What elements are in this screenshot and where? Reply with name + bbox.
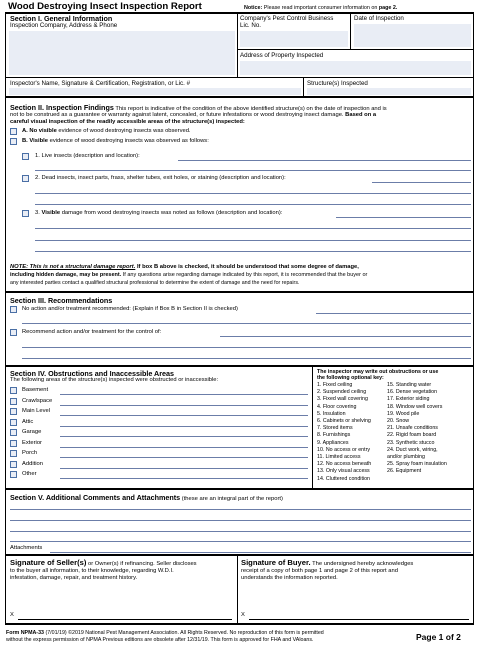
item2-line-2[interactable] xyxy=(35,193,471,194)
inspector-field[interactable] xyxy=(9,88,301,95)
key-title-1: The inspector may write out obstructions or use xyxy=(317,369,439,375)
buyer-x-mark: X xyxy=(241,612,245,618)
key-item: 25. Spray foam insulation xyxy=(387,461,447,468)
s3-opt2-label: Recommend action and/or treatment for the control of: xyxy=(22,329,162,335)
checkbox-area-main-level[interactable] xyxy=(10,408,17,415)
item2-line-1[interactable] xyxy=(372,182,471,183)
comments-line-2[interactable] xyxy=(10,520,471,521)
section5-subtitle: (these are an integral part of the report) xyxy=(181,496,283,502)
license-label-2: Lic. No. xyxy=(240,22,261,29)
checkbox-area-attic[interactable] xyxy=(10,419,17,426)
divider-address xyxy=(237,49,474,50)
item2-line-3[interactable] xyxy=(35,204,471,205)
note-line-2 xyxy=(10,272,472,279)
item1-line-2[interactable] xyxy=(35,170,471,171)
option-a-prefix: A. No visible xyxy=(22,128,57,134)
checkbox-area-other[interactable] xyxy=(10,471,17,478)
section2-intro-2: not to be construed as a guarantee or warranty against latent, concealed, or future infestations or wood destroying insect damage. xyxy=(10,112,344,118)
area-line[interactable] xyxy=(60,415,308,416)
section3-bottom xyxy=(5,365,474,367)
seller-signature-line[interactable] xyxy=(18,619,232,620)
key-item: 10. No access or entry xyxy=(317,446,370,453)
item2-label: 2. Dead insects, insect parts, frass, shelter tubes, exit holes, or staining (description and location): xyxy=(35,175,286,181)
checkbox-recommend-action[interactable] xyxy=(10,329,17,336)
seller-title: Signature of Seller(s) xyxy=(10,558,87,567)
license-field[interactable] xyxy=(240,31,348,47)
notice-page: page 2. xyxy=(378,5,398,11)
item3-line-4[interactable] xyxy=(35,251,471,252)
sig-border-right xyxy=(473,555,474,623)
area-line[interactable] xyxy=(60,436,308,437)
key-item: 1. Fixed ceiling xyxy=(317,382,353,388)
section2-intro-2b: Based on a xyxy=(345,112,377,118)
buyer-title: Signature of Buyer. xyxy=(241,558,311,567)
key-item: 21. Unsafe conditions xyxy=(387,425,438,432)
s3-border-right xyxy=(473,292,474,365)
note-label: NOTE: This is not a structural damage report. xyxy=(10,264,136,270)
date-field[interactable] xyxy=(354,24,471,47)
section2-intro-1: This report is indicative of the condition of the above identified structure(s) on the date of inspection and is xyxy=(115,106,387,112)
area-line[interactable] xyxy=(60,405,308,406)
key-item: 5. Insulation xyxy=(317,410,346,417)
structures-field[interactable] xyxy=(307,88,471,95)
s5-border-left xyxy=(5,489,6,554)
key-item: 12. No access beneath xyxy=(317,461,372,468)
attachments-label: Attachments xyxy=(10,545,43,551)
signatures-bottom xyxy=(5,623,474,625)
note-line-1 xyxy=(10,264,472,271)
s4-border-left xyxy=(5,366,6,488)
s4-border-right xyxy=(473,366,474,488)
buyer-line-2: receipt of a copy of both page 1 and page 2 of this report and xyxy=(241,568,398,574)
section5-header xyxy=(10,494,283,503)
section1-title: Section I. General Information xyxy=(10,14,113,23)
key-item: 8. Furnishings xyxy=(317,432,351,439)
license-label-1: Company's Pest Control Business xyxy=(240,15,334,22)
area-line[interactable] xyxy=(60,478,308,479)
footer-line-1 xyxy=(6,630,324,636)
checkbox-area-addition[interactable] xyxy=(10,461,17,468)
key-item: 13. Only visual access xyxy=(317,468,370,475)
key-item: and/or plumbing xyxy=(387,454,425,460)
item1-label: 1. Live insects (description and location): xyxy=(35,153,140,159)
border-left xyxy=(5,12,6,96)
inspector-label: Inspector's Name, Signature & Certification, Registration, or Lic. # xyxy=(10,80,191,87)
divider-date xyxy=(350,12,351,49)
s3-opt2-line-2[interactable] xyxy=(22,347,471,348)
divider-structures xyxy=(303,77,304,96)
notice-label: Notice: xyxy=(244,5,263,11)
company-field[interactable] xyxy=(9,31,235,75)
area-label: Addition xyxy=(22,460,43,467)
notice-text: Please read important consumer information on xyxy=(263,5,378,11)
s3-opt1-label: No action and/or treatment recommended: (Explain if Box B in Section II is checked) xyxy=(22,306,238,312)
buyer-line-1 xyxy=(241,559,413,568)
seller-x-mark: X xyxy=(10,612,14,618)
area-label: Attic xyxy=(22,418,34,425)
address-field[interactable] xyxy=(240,61,471,75)
seller-rest: or Owner(s) if refinancing. Seller discloses xyxy=(88,561,197,567)
key-item: 23. Synthetic stucco xyxy=(387,439,435,446)
sig-border-left xyxy=(5,555,6,623)
item3-line-3[interactable] xyxy=(35,240,471,241)
s2-border-left xyxy=(5,97,6,291)
key-item: 14. Cluttered condition xyxy=(317,475,371,482)
key-item: 2. Suspended ceiling xyxy=(317,389,367,396)
key-item: 24. Duct work, wiring, xyxy=(387,446,438,453)
form-title: Wood Destroying Insect Inspection Report xyxy=(8,1,202,12)
key-title-2: the following optional key: xyxy=(317,375,384,381)
area-label: Main Level xyxy=(22,408,51,414)
area-label: Porch xyxy=(22,450,38,456)
checkbox-visible-damage[interactable] xyxy=(22,210,29,217)
section5-bottom xyxy=(5,554,474,556)
note-text-2: any interested parties contact a qualified structural professional to determine the extent of damage and the need for repairs. xyxy=(10,280,300,286)
section4-bottom xyxy=(5,488,474,490)
key-item: 3. Fixed wall covering xyxy=(317,396,368,403)
area-label: Other xyxy=(22,471,37,477)
item3-bold: Visible xyxy=(41,210,61,216)
checkbox-area-crawlspace[interactable] xyxy=(10,398,17,405)
section2-intro-3: careful visual inspection of the readily accessible areas of the structure(s) inspected: xyxy=(10,119,245,125)
option-b-text: evidence of wood destroying insects was observed as follows: xyxy=(49,138,209,144)
item3-line-2[interactable] xyxy=(35,228,471,229)
area-line[interactable] xyxy=(60,426,308,427)
key-item: 9. Appliances xyxy=(317,439,349,446)
checkbox-b-visible[interactable] xyxy=(10,138,17,145)
divider-inspector xyxy=(5,77,474,78)
option-b-prefix: B. Visible xyxy=(22,138,48,144)
company-label: Inspection Company, Address & Phone xyxy=(10,22,118,29)
footer-form-id: Form NPMA-33 xyxy=(6,630,44,636)
seller-line-1 xyxy=(10,559,197,568)
buyer-rest: The undersigned hereby acknowledges xyxy=(312,561,414,567)
note-bold-2: including hidden damage, may be present. xyxy=(10,272,122,278)
section3-title: Section III. Recommendations xyxy=(10,296,113,305)
option-a-text: evidence of wood destroying insects was observed. xyxy=(58,128,191,134)
footer-text-2: without the express permission of NPMA Previous editions are obsolete after 12/31/19. This form is approved for FHA and VAloans. xyxy=(6,637,314,643)
seller-line-2: to the buyer all information, to their knowledge, regarding W.D.I. xyxy=(10,568,174,574)
key-item: 26. Equipment xyxy=(387,468,422,475)
s3-opt2-line-1[interactable] xyxy=(220,336,471,337)
item3-prefix: 3. xyxy=(35,210,40,216)
s3-opt1-line-2[interactable] xyxy=(22,323,471,324)
note-text: If any questions arise regarding damage indicated by this report, it is recommended that the buyer or xyxy=(122,272,368,278)
attachments-line[interactable] xyxy=(50,552,471,553)
date-label: Date of Inspection xyxy=(354,15,404,22)
s4-divider xyxy=(312,366,313,488)
key-item: 7. Stored items xyxy=(317,425,353,432)
option-a xyxy=(22,128,191,135)
area-line[interactable] xyxy=(60,447,308,448)
s3-opt2-line-3[interactable] xyxy=(22,358,471,359)
key-item: 19. Wood pile xyxy=(387,410,420,417)
key-item: 17. Exterior siding xyxy=(387,396,430,403)
key-item: 20. Snow xyxy=(387,418,410,424)
area-label: Crawlspace xyxy=(22,397,53,404)
checkbox-area-porch[interactable] xyxy=(10,450,17,457)
checkbox-area-basement[interactable] xyxy=(10,387,17,394)
key-item: 15. Standing water xyxy=(387,382,432,388)
s3-border-left xyxy=(5,292,6,365)
checkbox-no-action[interactable] xyxy=(10,306,17,313)
checkbox-dead-insects[interactable] xyxy=(22,175,29,182)
key-item: 16. Dense vegetation xyxy=(387,389,438,396)
section5-title: Section V. Additional Comments and Attachments xyxy=(10,493,181,502)
section2-bottom xyxy=(5,291,474,293)
s3-opt1-line-1[interactable] xyxy=(316,313,471,314)
key-item: 22. Rigid foam board xyxy=(387,432,437,439)
area-line[interactable] xyxy=(60,457,308,458)
section1-bottom xyxy=(5,96,474,98)
section4-title: Section IV. Obstructions and Inaccessible Areas xyxy=(10,369,175,378)
area-label: Garage xyxy=(22,429,42,435)
item1-line-1[interactable] xyxy=(178,160,471,161)
structures-label: Structure(s) Inspected xyxy=(307,80,368,87)
area-label: Basement xyxy=(22,387,49,393)
checkbox-a-no-visible[interactable] xyxy=(10,128,17,135)
item3-label xyxy=(35,210,282,217)
page-number: Page 1 of 2 xyxy=(416,632,461,642)
note-bold: If box B above is checked, it should be understood that some degree of damage, xyxy=(136,264,359,270)
option-b xyxy=(22,138,209,145)
s5-border-right xyxy=(473,489,474,554)
seller-line-3: infestation, damage, repair, and treatment history. xyxy=(10,575,138,581)
section4-intro: The following areas of the structure(s) inspected were obstructed or inaccessible: xyxy=(10,377,219,383)
section2-title: Section II. Inspection Findings xyxy=(10,103,114,112)
s2-border-right xyxy=(473,97,474,291)
area-line[interactable] xyxy=(60,394,308,395)
comments-line-4[interactable] xyxy=(10,541,471,542)
key-item: 4. Floor covering xyxy=(317,403,357,410)
divider-company xyxy=(237,12,238,77)
key-item: 11. Limited access xyxy=(317,454,361,460)
sig-divider xyxy=(237,555,238,623)
comments-line-1[interactable] xyxy=(10,509,471,510)
area-label: Exterior xyxy=(22,439,42,446)
key-item: 18. Window well covers xyxy=(387,403,443,410)
key-item: 6. Cabinets or shelving xyxy=(317,418,371,424)
footer-text-1: (7/01/19) ©2019 National Pest Management Association. All Rights Reserved. No reproduction of this form is permitted xyxy=(45,630,324,636)
buyer-signature-line[interactable] xyxy=(249,619,469,620)
buyer-line-3: understands the information reported. xyxy=(241,575,338,581)
address-label: Address of Property Inspected xyxy=(240,52,324,59)
notice xyxy=(244,5,397,11)
item3-text: damage from wood destroying insects was noted as follows (description and location): xyxy=(61,210,283,216)
checkbox-area-garage[interactable] xyxy=(10,429,17,436)
item3-line-1[interactable] xyxy=(336,217,471,218)
comments-line-3[interactable] xyxy=(10,531,471,532)
area-line[interactable] xyxy=(60,468,308,469)
checkbox-area-exterior[interactable] xyxy=(10,440,17,447)
checkbox-live-insects[interactable] xyxy=(22,153,29,160)
border-right xyxy=(473,12,474,96)
